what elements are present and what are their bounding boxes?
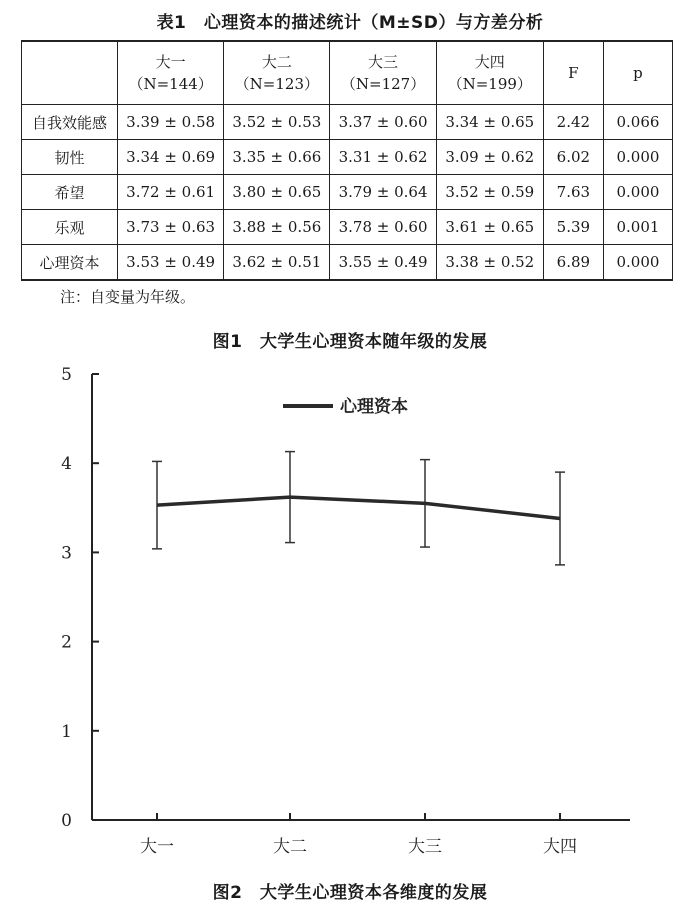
table-row [22, 245, 673, 281]
table-cell: 7.63 [543, 175, 603, 210]
table-cell: 3.80 ± 0.65 [224, 175, 330, 210]
table-cell: 3.73 ± 0.63 [118, 210, 224, 245]
header-year4-n: （N=199） [447, 75, 532, 93]
chart-legend [283, 396, 408, 417]
table-row [22, 175, 673, 210]
table-cell: 3.88 ± 0.56 [224, 210, 330, 245]
table-cell: 3.37 ± 0.60 [330, 105, 436, 140]
table-row [22, 140, 673, 175]
figure1-caption: 图1 大学生心理资本随年级的发展 [212, 332, 488, 352]
table-cell: 0.000 [603, 140, 672, 175]
x-tick-label: 大一 [140, 837, 174, 857]
row-label: 韧性 [22, 140, 118, 175]
x-tick-label: 大二 [273, 837, 307, 857]
table-row [22, 210, 673, 245]
y-tick-label: 1 [61, 721, 72, 742]
table-cell: 3.72 ± 0.61 [118, 175, 224, 210]
header-cell-year1 [118, 41, 224, 105]
table-cell: 2.42 [543, 105, 603, 140]
header-year4-label: 大四 [474, 53, 505, 71]
table-cell: 0.000 [603, 245, 672, 281]
table-cell: 3.55 ± 0.49 [330, 245, 436, 281]
header-year3-n: （N=127） [340, 75, 426, 93]
header-year1-label: 大一 [155, 53, 186, 71]
table-cell: 3.34 ± 0.65 [436, 105, 543, 140]
y-tick-label: 4 [61, 454, 72, 475]
row-label: 自我效能感 [22, 105, 118, 140]
table-cell: 3.39 ± 0.58 [118, 105, 224, 140]
header-year1-n: （N=144） [128, 75, 213, 93]
x-tick-label: 大三 [408, 837, 442, 857]
table-cell: 5.39 [543, 210, 603, 245]
table-header-row [22, 41, 673, 105]
header-cell-year3 [330, 41, 436, 105]
table-caption: 表1 心理资本的描述统计（M±SD）与方差分析 [156, 13, 544, 33]
table-cell: 3.61 ± 0.65 [436, 210, 543, 245]
x-tick-label: 大四 [543, 837, 577, 857]
row-label: 心理资本 [22, 245, 118, 281]
table-note: 注：自变量为年级。 [60, 288, 196, 306]
y-tick-label: 2 [61, 632, 72, 653]
chart-axes [61, 365, 630, 857]
series-line [157, 497, 560, 518]
y-tick-label: 0 [61, 811, 72, 831]
table-cell: 6.02 [543, 140, 603, 175]
y-tick-label: 3 [61, 543, 72, 564]
table-cell: 3.78 ± 0.60 [330, 210, 436, 245]
table-cell: 0.000 [603, 175, 672, 210]
header-year2-n: （N=123） [234, 75, 319, 93]
table-cell: 3.09 ± 0.62 [436, 140, 543, 175]
table-cell: 3.34 ± 0.69 [118, 140, 224, 175]
table-cell: 3.38 ± 0.52 [436, 245, 543, 281]
table-cell: 3.31 ± 0.62 [330, 140, 436, 175]
figure2-caption: 图2 大学生心理资本各维度的发展 [212, 883, 488, 903]
header-cell-p: p [603, 41, 672, 105]
table-row [22, 105, 673, 140]
table-cell: 3.35 ± 0.66 [224, 140, 330, 175]
chart-marks [152, 452, 565, 565]
line-chart [0, 352, 700, 872]
header-cell-blank [22, 41, 118, 105]
table-cell: 3.52 ± 0.59 [436, 175, 543, 210]
table-cell: 3.53 ± 0.49 [118, 245, 224, 281]
header-year3-label: 大三 [368, 53, 399, 71]
table-cell: 0.001 [603, 210, 672, 245]
header-cell-year4 [436, 41, 543, 105]
row-label: 希望 [22, 175, 118, 210]
y-tick-label: 5 [61, 365, 72, 385]
header-cell-f: F [543, 41, 603, 105]
table-cell: 3.52 ± 0.53 [224, 105, 330, 140]
table-cell: 3.79 ± 0.64 [330, 175, 436, 210]
stats-table [21, 40, 673, 281]
header-cell-year2 [224, 41, 330, 105]
row-label: 乐观 [22, 210, 118, 245]
legend-label: 心理资本 [340, 397, 408, 417]
table-cell: 3.62 ± 0.51 [224, 245, 330, 281]
table-cell: 6.89 [543, 245, 603, 281]
table-cell: 0.066 [603, 105, 672, 140]
header-year2-label: 大二 [261, 53, 292, 71]
